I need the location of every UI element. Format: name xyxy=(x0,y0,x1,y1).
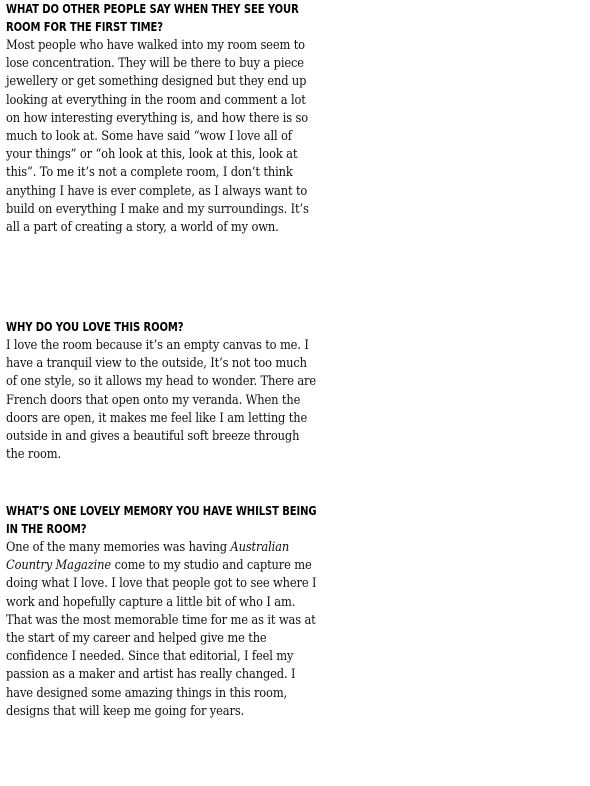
answer-text-start: One of the many memories was having xyxy=(6,539,231,554)
interview-section-why-love-room xyxy=(6,318,386,463)
question-heading: WHY DO YOU LOVE THIS ROOM? xyxy=(6,320,184,334)
interview-section-lovely-memory xyxy=(6,502,386,720)
interview-section-first-impressions xyxy=(6,0,386,236)
question-heading: WHAT DO OTHER PEOPLE SAY WHEN THEY SEE YOUR ROOM FOR THE FIRST TIME? xyxy=(6,2,299,34)
question-heading: WHAT’S ONE LOVELY MEMORY YOU HAVE WHILST BEING IN THE ROOM? xyxy=(6,504,317,536)
answer-paragraph xyxy=(6,538,320,720)
answer-paragraph: Most people who have walked into my room seem to lose concentration. They will be there to buy a piece jewellery or get something designed but they end up looking at everything in the room and comment a lot on how interesting everything is, and how there is so much to look at. Some have said “wow I love all of your things” or “oh look at this, look at this, look at this”. To me it’s not a complete room, I don’t think anything I have is ever complete, as I always want to build on everything I make and my surroundings. It’s all a part of creating a story, a world of my own. xyxy=(6,37,309,235)
answer-text-end: come to my studio and capture me doing what I love. I love that people got to see where I work and hopefully capture a little bit of who I am. That was the most memorable time for me as it was at the start of my career and helped give me the confidence I needed. Since that editorial, I feel my passion as a maker and artist has really changed. I have designed some amazing things in this room, designs that will keep me going for years. xyxy=(6,557,317,718)
answer-paragraph: I love the room because it’s an empty canvas to me. I have a tranquil view to the outside, It’s not too much of one style, so it allows my head to wonder. There are French doors that open onto my veranda. When the doors are open, it makes me feel like I am letting the outside in and gives a beautiful soft breeze through the room. xyxy=(6,337,317,462)
magazine-title: Australian Country Magazine xyxy=(6,539,290,573)
